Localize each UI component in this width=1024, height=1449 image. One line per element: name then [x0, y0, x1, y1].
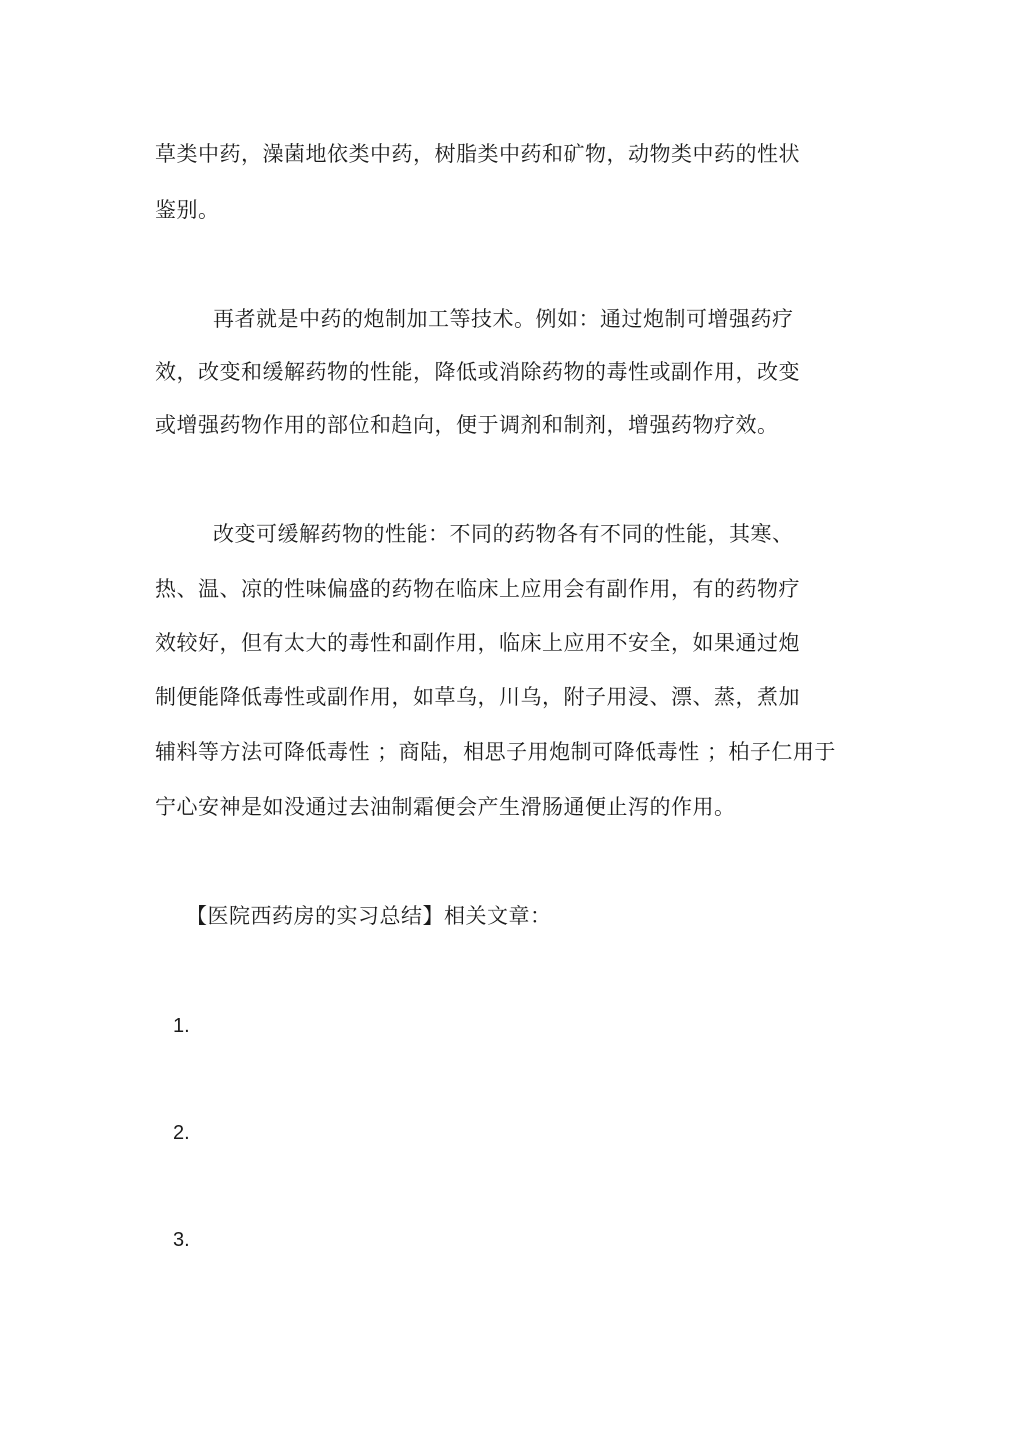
- paragraph-2-line-3: 或增强药物作用的部位和趋向，便于调剂和制剂，增强药物疗效。: [155, 413, 779, 437]
- paragraph-3-line-5: 辅料等方法可降低毒性 ；商陆，相思子用炮制可降低毒性 ；柏子仁用于: [155, 740, 836, 764]
- related-article-number-3: 3.: [173, 1229, 190, 1251]
- related-article-number-2: 2.: [173, 1122, 190, 1144]
- paragraph-3-line-4: 制便能降低毒性或副作用，如草乌，川乌，附子用浸、漂、蒸，煮加: [155, 685, 800, 709]
- paragraph-3-line-3: 效较好，但有太大的毒性和副作用，临床上应用不安全，如果通过炮: [155, 631, 800, 655]
- paragraph-3-line-1: 改变可缓解药物的性能：不同的药物各有不同的性能，其寒、: [213, 522, 794, 546]
- paragraph-2-line-2: 效，改变和缓解药物的性能，降低或消除药物的毒性或副作用，改变: [155, 360, 800, 384]
- related-articles-heading: 【医院西药房的实习总结】相关文章：: [186, 904, 552, 928]
- paragraph-1-line-2: 鉴别。: [155, 198, 220, 222]
- paragraph-3-line-6: 宁心安神是如没通过去油制霜便会产生滑肠通便止泻的作用。: [155, 795, 736, 819]
- related-article-number-1: 1.: [173, 1015, 190, 1037]
- paragraph-1-line-1: 草类中药，澡菌地依类中药，树脂类中药和矿物，动物类中药的性状: [155, 142, 800, 166]
- paragraph-2-line-1: 再者就是中药的炮制加工等技术。例如：通过炮制可增强药疗: [213, 307, 794, 331]
- paragraph-3-line-2: 热、温、凉的性味偏盛的药物在临床上应用会有副作用，有的药物疗: [155, 577, 800, 601]
